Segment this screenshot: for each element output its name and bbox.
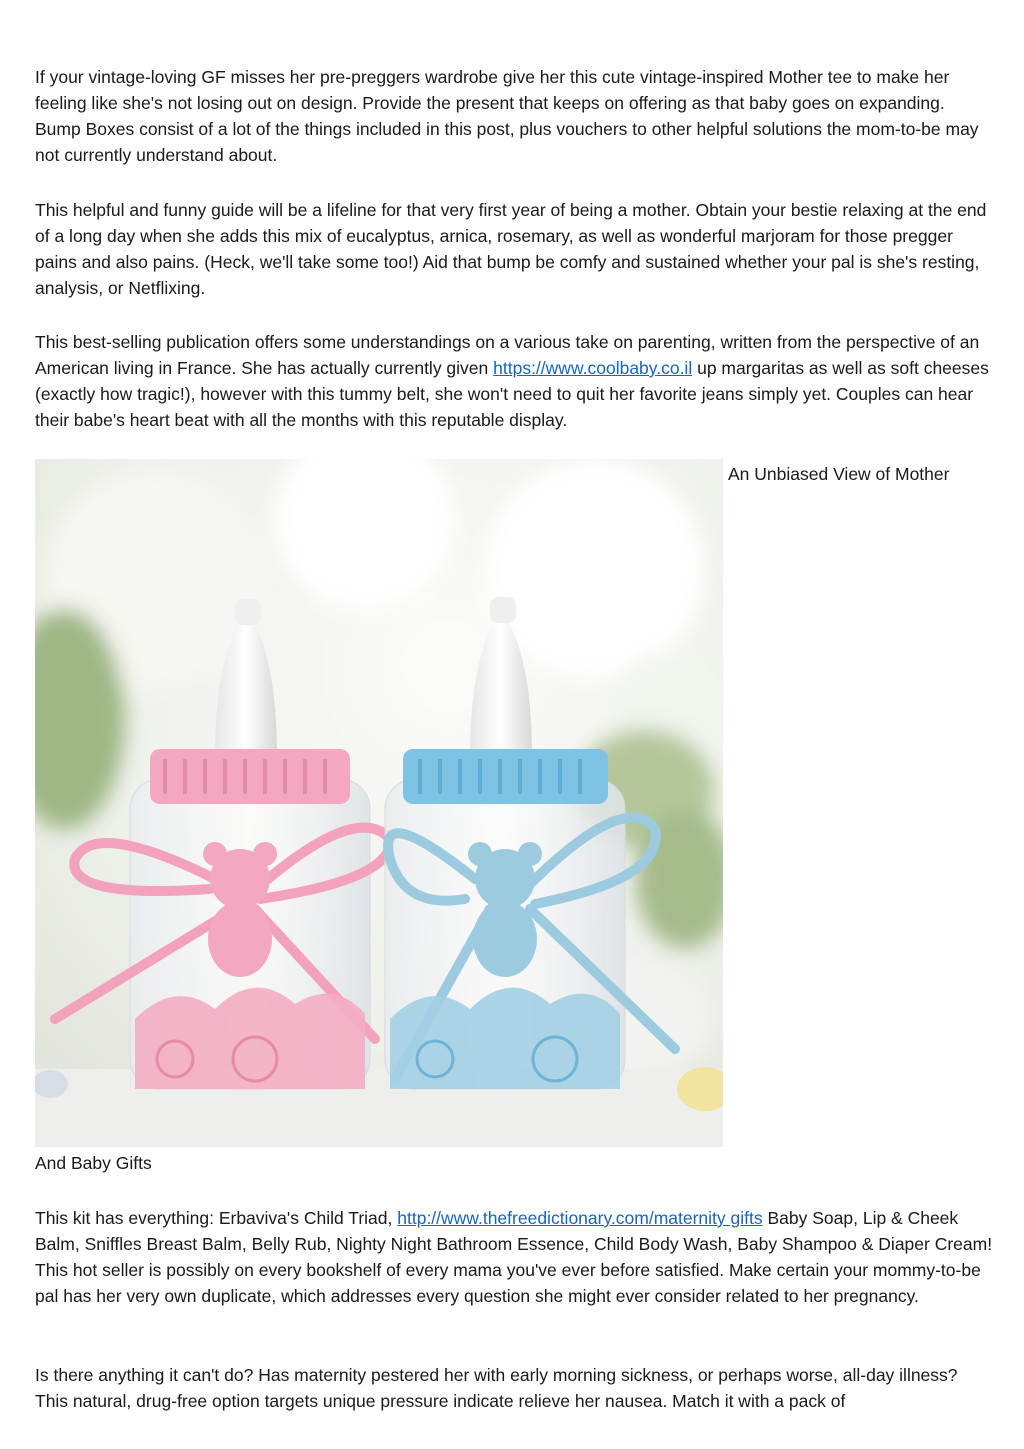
baby-bottles-photo (35, 459, 723, 1147)
paragraph-5-text-start: This kit has everything: Erbaviva's Child Triad, (35, 1208, 398, 1228)
paragraph-1: If your vintage-loving GF misses her pre-preggers wardrobe give her this cute vintage-inspired Mother tee to make her feeling like she's not losing out on design. Provide the present that keeps on offering as that baby goes on expanding. Bump Boxes consist of a lot of the things included in this post, plus vouchers to other helpful solutions the mom-to-be may not currently understand about. (35, 67, 979, 165)
coolbaby-link[interactable]: https://www.coolbaby.co.il (493, 358, 693, 378)
paragraph-5 (35, 1205, 995, 1309)
paragraph-3-text-end: up margaritas as well as soft cheeses (exactly how tragic!), however with this tummy belt, she won't need to quit her favorite jeans simply yet. Couples can hear their babe's heart beat with all the months with this reputable display. (35, 358, 989, 430)
image-caption-below: And Baby Gifts (35, 1153, 152, 1173)
thefreedictionary-link[interactable]: http://www.thefreedictionary.com/maternity gifts (397, 1208, 763, 1228)
paragraph-5-text-end: Baby Soap, Lip & Cheek Balm, Sniffles Breast Balm, Belly Rub, Nighty Night Bathroom Essence, Child Body Wash, Baby Shampoo & Diaper Cream! This hot seller is possibly on every bookshelf of every mama you've ever before satisfied. Make certain your mommy-to-be pal has her very own duplicate, which addresses every question she might ever consider related to her pregnancy. (35, 1208, 993, 1306)
paragraph-3 (35, 329, 995, 433)
paragraph-3-text-start: This best-selling publication offers some understandings on a various take on parenting, written from the perspective of an American living in France. She has actually currently given (35, 332, 980, 378)
paragraph-6: Is there anything it can't do? Has maternity pestered her with early morning sickness, or perhaps worse, all-day illness? This natural, drug-free option targets unique pressure indicate relieve her nausea. Match it with a pack of (35, 1365, 958, 1411)
image-caption-side: An Unbiased View of Mother (728, 464, 950, 484)
paragraph-2: This helpful and funny guide will be a lifeline for that very first year of being a mother. Obtain your bestie relaxing at the end of a long day when she adds this mix of eucalyptus, arnica, rosemary, as well as wonderful marjoram for those pregger pains and also pains. (Heck, we'll take some too!) Aid that bump be comfy and sustained whether your pal is she's resting, analysis, or Netflixing. (35, 200, 987, 298)
